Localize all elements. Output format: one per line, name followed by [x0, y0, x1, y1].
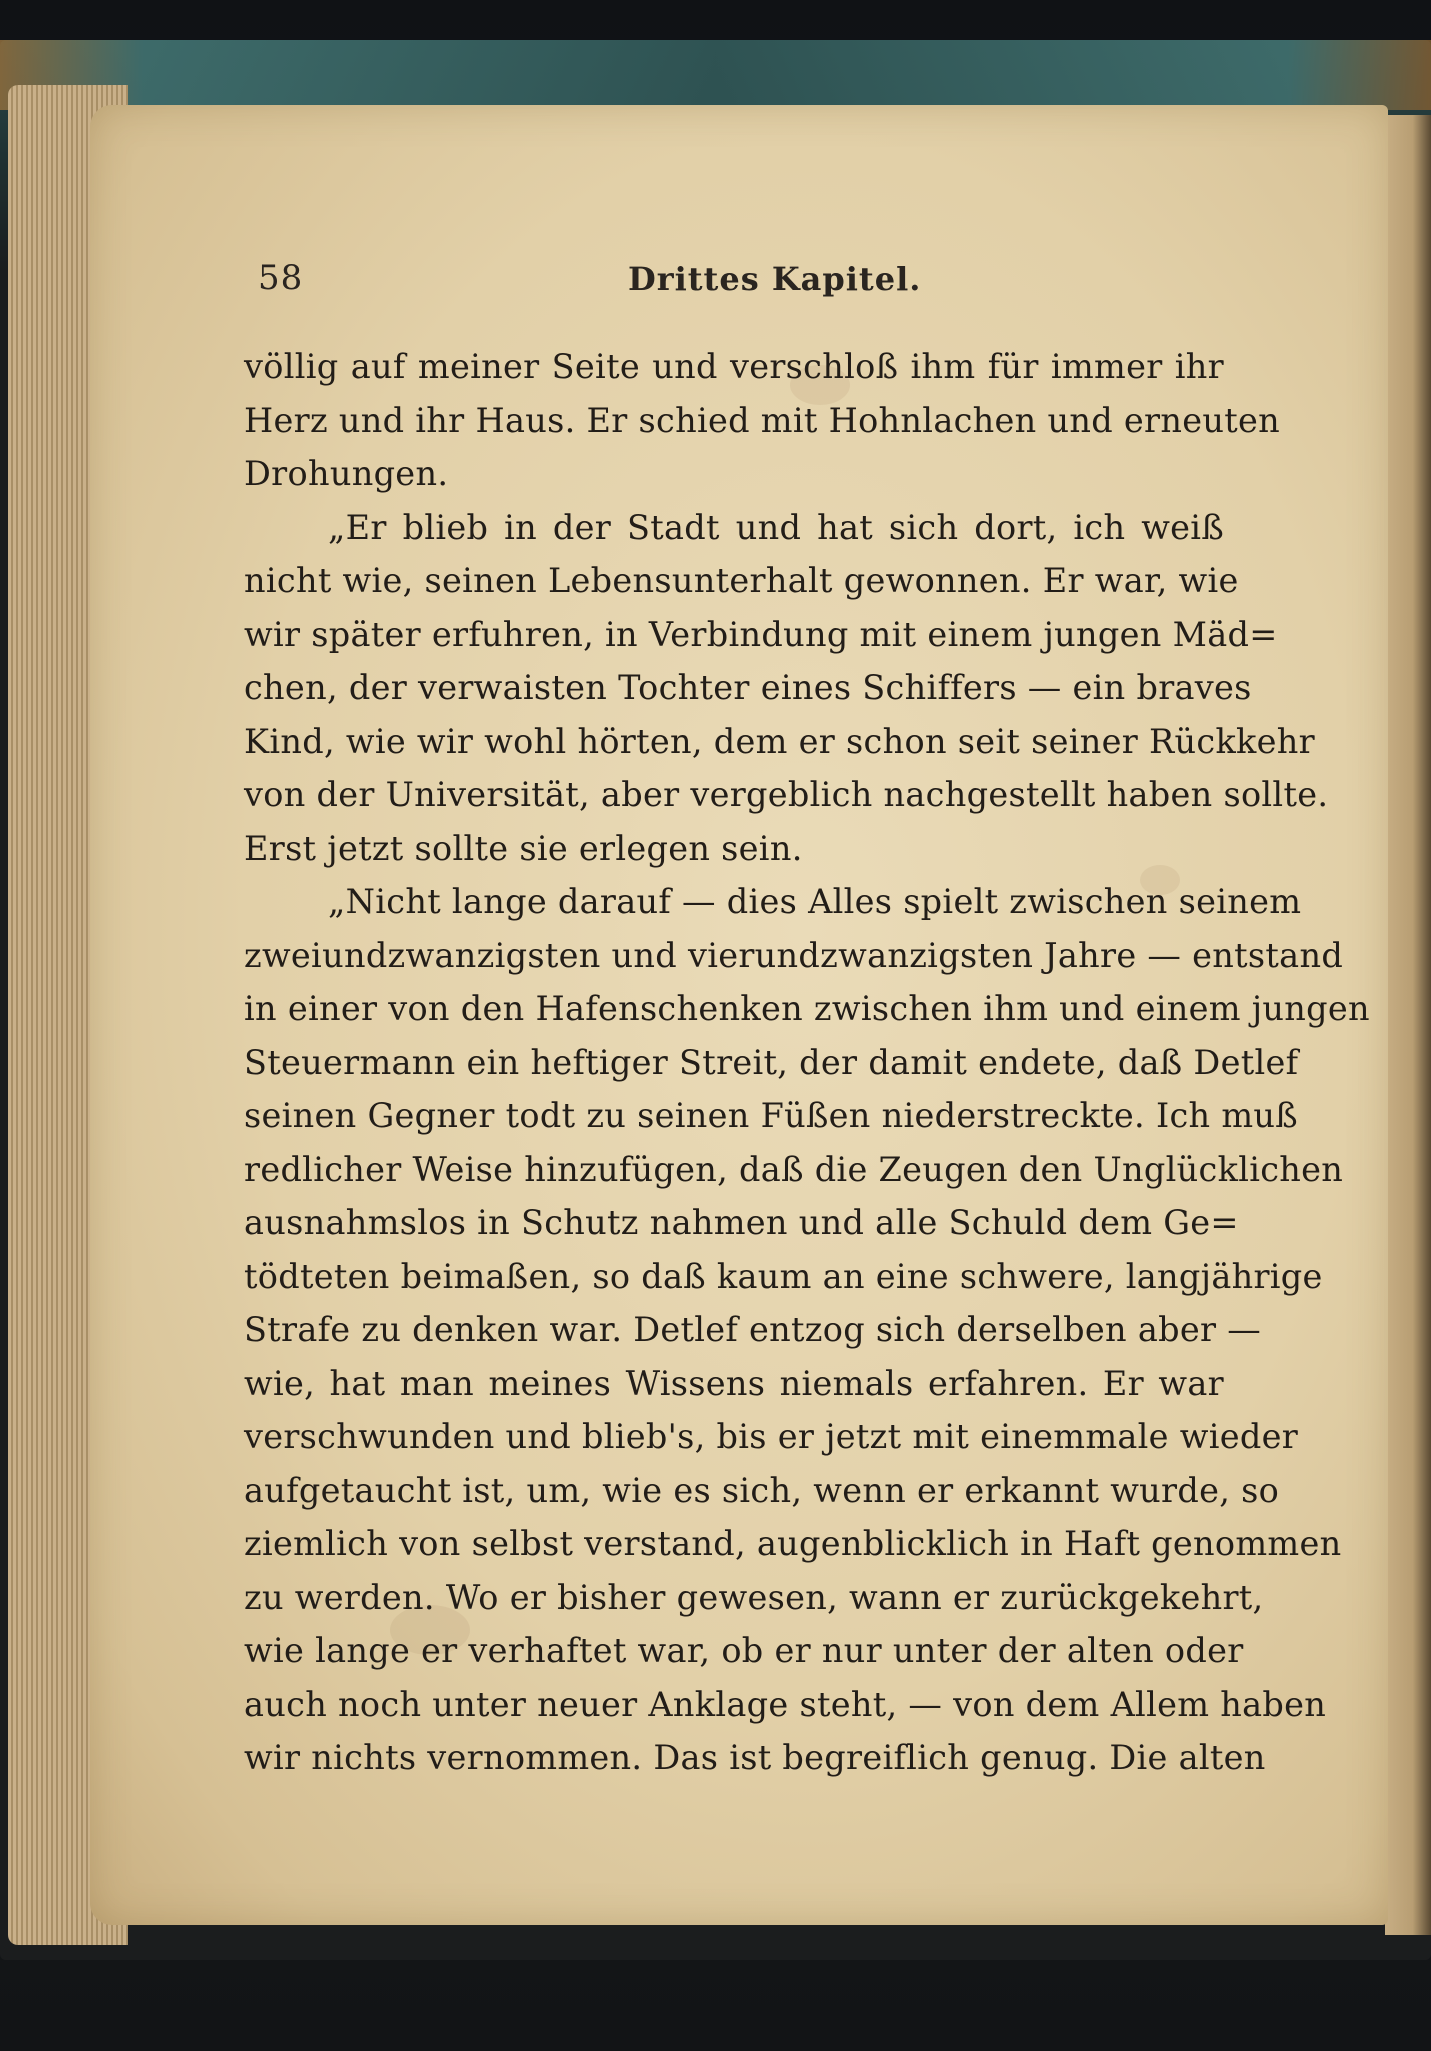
text-line: wie, hat man meines Wissens niemals erfahren. Er war [244, 1363, 1224, 1403]
text-line: Kind, wie wir wohl hörten, dem er schon seit seiner Rückkehr [244, 721, 1315, 761]
running-head: Drittes Kapitel. [628, 260, 922, 298]
text-line: Strafe zu denken war. Detlef entzog sich derselben aber — [244, 1310, 1262, 1349]
text-line: Herz und ihr Haus. Er schied mit Hohnlachen und erneuten [244, 400, 1280, 440]
text-line: zweiundzwanzigsten und vierundzwanzigsten Jahre — entstand [244, 935, 1344, 975]
text-line: ziemlich von selbst verstand, augenblicklich in Haft genommen [244, 1524, 1342, 1563]
book-cover-top-edge [0, 40, 1431, 110]
text-line: Drohungen. [244, 454, 449, 493]
text-line: auch noch unter neuer Anklage steht, — von dem Allem haben [244, 1684, 1327, 1724]
text-line: chen, der verwaisten Tochter eines Schiffers — ein braves [244, 668, 1252, 707]
text-line: seinen Gegner todt zu seinen Füßen niederstreckte. Ich muß [244, 1096, 1298, 1135]
text-line: Erst jetzt sollte sie erlegen sein. [244, 828, 803, 868]
text-line: von der Universität, aber vergeblich nachgestellt haben sollte. [244, 775, 1329, 814]
text-line: ausnahmslos in Schutz nahmen und alle Schuld dem Ge= [244, 1203, 1239, 1242]
text-line: „Er blieb in der Stadt und hat sich dort, ich weiß [328, 507, 1224, 547]
text-line: wir nichts vernommen. Das ist begreiflich genug. Die alten [244, 1738, 1266, 1777]
text-line: Steuermann ein heftiger Streit, der damit endete, daß Detlef [244, 1042, 1299, 1082]
body-text [244, 340, 1370, 1785]
text-line: „Nicht lange darauf — dies Alles spielt zwischen seinem [328, 882, 1302, 921]
text-line: nicht wie, seinen Lebensunterhalt gewonnen. Er war, wie [244, 561, 1239, 600]
text-line: aufgetaucht ist, um, wie es sich, wenn er erkannt wurde, so [244, 1470, 1280, 1510]
text-line: verschwunden und blieb's, bis er jetzt mit einemmale wieder [244, 1417, 1299, 1456]
text-line: tödteten beimaßen, so daß kaum an eine schwere, langjährige [244, 1256, 1323, 1296]
text-line: in einer von den Hafenschenken zwischen ihm und einem jungen [244, 989, 1370, 1028]
page-number: 58 [258, 258, 304, 298]
text-line: wir später erfuhren, in Verbindung mit einem jungen Mäd= [244, 614, 1278, 654]
next-page-edge [1385, 115, 1431, 1935]
text-line: völlig auf meiner Seite und verschloß ihm für immer ihr [244, 347, 1224, 386]
text-line: redlicher Weise hinzufügen, daß die Zeugen den Unglücklichen [244, 1149, 1344, 1189]
page-header [258, 258, 1218, 318]
text-line: wie lange er verhaftet war, ob er nur unter der alten oder [244, 1631, 1244, 1670]
text-line: zu werden. Wo er bisher gewesen, wann er zurückgekehrt, [244, 1577, 1264, 1617]
